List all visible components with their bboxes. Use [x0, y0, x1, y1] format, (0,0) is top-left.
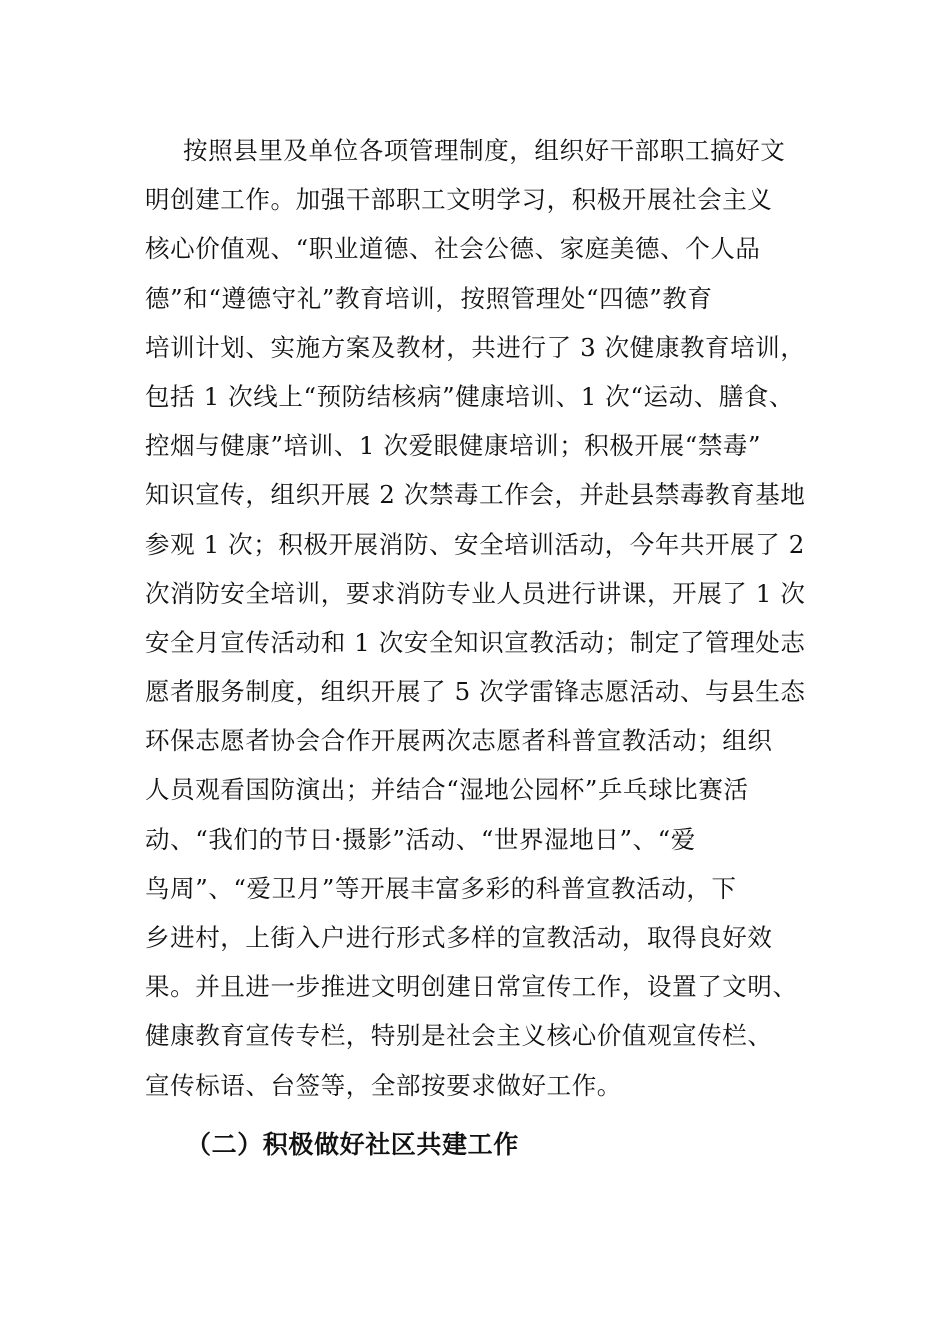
paragraph-line: 按照县里及单位各项管理制度，组织好干部职工搞好文 — [183, 136, 786, 165]
paragraph-line: 明创建工作。加强干部职工文明学习，积极开展社会主义 — [145, 185, 773, 215]
paragraph-line: 知识宣传，组织开展 2 次禁毒工作会，并赴县禁毒教育基地 — [145, 480, 806, 510]
paragraph-line: 培训计划、实施方案及教材，共进行了 3 次健康教育培训， — [145, 332, 806, 362]
paragraph-line: 包括 1 次线上“预防结核病”健康培训、1 次“运动、膳食、 — [145, 381, 795, 411]
paragraph-line: 宣传标语、台签等，全部按要求做好工作。 — [145, 1070, 622, 1100]
paragraph-line: 环保志愿者协会合作开展两次志愿者科普宣教活动；组织 — [145, 726, 773, 756]
body-paragraph — [145, 126, 825, 1110]
paragraph-line: 乡进村，上街入户进行形式多样的宣教活动，取得良好效 — [145, 923, 773, 952]
paragraph-line: 核心价值观、“职业道德、社会公德、家庭美德、个人品 — [145, 234, 761, 264]
paragraph-line: 控烟与健康”培训、1 次爱眼健康培训；积极开展“禁毒” — [145, 431, 762, 461]
paragraph-line: 安全月宣传活动和 1 次安全知识宣教活动；制定了管理处志 — [145, 627, 806, 657]
paragraph-line: 德”和“遵德守礼”教育培训，按照管理处“四德”教育 — [145, 283, 713, 313]
paragraph-line: 果。并且进一步推进文明创建日常宣传工作，设置了文明、 — [145, 972, 798, 1002]
paragraph-line: 动、“我们的节日·摄影”活动、“世界湿地日”、“爱 — [145, 824, 696, 854]
paragraph-line: 人员观看国防演出；并结合“湿地公园杯”乒乓球比赛活 — [145, 775, 749, 805]
paragraph-line: 参观 1 次；积极开展消防、安全培训活动，今年共开展了 2 — [145, 529, 805, 559]
paragraph-line: 次消防安全培训，要求消防专业人员进行讲课，开展了 1 次 — [145, 578, 806, 608]
paragraph-line: 愿者服务制度，组织开展了 5 次学雷锋志愿活动、与县生态 — [145, 677, 806, 707]
paragraph-line: 鸟周”、“爱卫月”等开展丰富多彩的科普宣教活动，下 — [145, 873, 737, 903]
paragraph-line: 健康教育宣传专栏，特别是社会主义核心价值观宣传栏、 — [145, 1021, 773, 1051]
section-heading: （二）积极做好社区共建工作 — [186, 1130, 519, 1159]
